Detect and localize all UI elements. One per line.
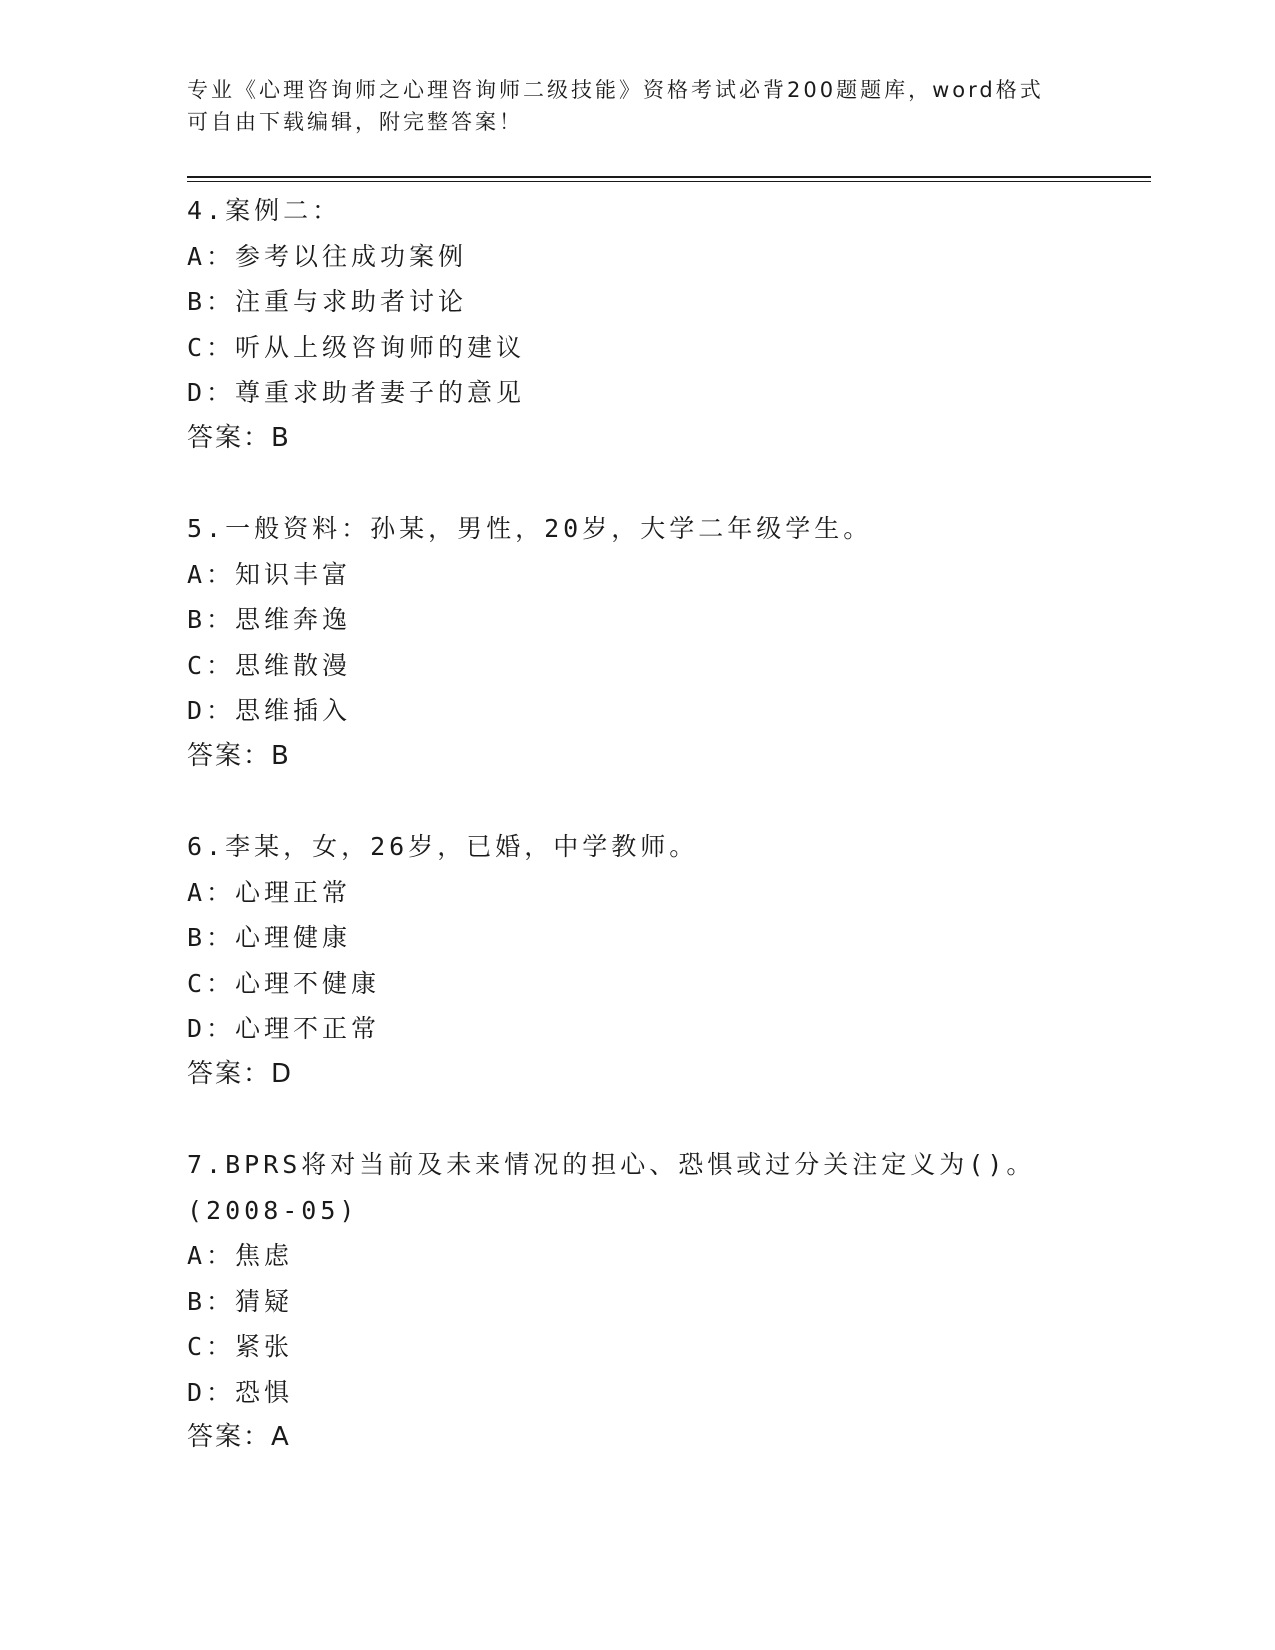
answer-line: 答案：B [187, 740, 291, 771]
answer-line: 答案：A [187, 1422, 291, 1452]
question-7 [187, 1142, 1147, 1461]
option-d: D：尊重求助者妻子的意见 [187, 378, 526, 407]
option-a: A：参考以往成功案例 [187, 241, 468, 271]
option-a: A：焦虑 [187, 1241, 294, 1270]
option-b: B：猜疑 [187, 1286, 294, 1316]
question-title: 4.案例二： [187, 196, 342, 225]
question-5 [187, 506, 1147, 779]
header-line-2: 可自由下载编辑，附完整答案！ [187, 110, 523, 134]
header-rule-thin [187, 181, 1151, 182]
question-subtitle: (2008-05) [187, 1195, 359, 1225]
option-b: B：心理健康 [187, 923, 352, 952]
answer-line: 答案：B [187, 422, 291, 453]
option-d: D：恐惧 [187, 1377, 294, 1407]
document-header [187, 74, 1067, 138]
question-4 [187, 188, 1147, 461]
option-d: D：心理不正常 [187, 1014, 381, 1043]
question-title: 5.一般资料：孙某，男性，20岁，大学二年级学生。 [187, 514, 873, 543]
question-list [187, 188, 1147, 1506]
option-a: A：知识丰富 [187, 559, 352, 589]
question-6 [187, 824, 1147, 1097]
header-rule-thick [187, 176, 1151, 178]
option-c: C：心理不健康 [187, 968, 381, 998]
option-b: B：思维奔逸 [187, 605, 352, 634]
question-title: 6.李某，女，26岁，已婚，中学教师。 [187, 832, 699, 861]
option-d: D：思维插入 [187, 696, 352, 725]
answer-line: 答案：D [187, 1058, 294, 1089]
header-line-1: 专业《心理咨询师之心理咨询师二级技能》资格考试必背200题题库，word格式 [187, 78, 1044, 102]
option-b: B：注重与求助者讨论 [187, 287, 468, 316]
option-a: A：心理正常 [187, 877, 352, 907]
question-title: 7.BPRS将对当前及未来情况的担心、恐惧或过分关注定义为()。 [187, 1150, 1036, 1179]
option-c: C：听从上级咨询师的建议 [187, 332, 526, 362]
option-c: C：思维散漫 [187, 650, 352, 680]
option-c: C：紧张 [187, 1332, 294, 1361]
